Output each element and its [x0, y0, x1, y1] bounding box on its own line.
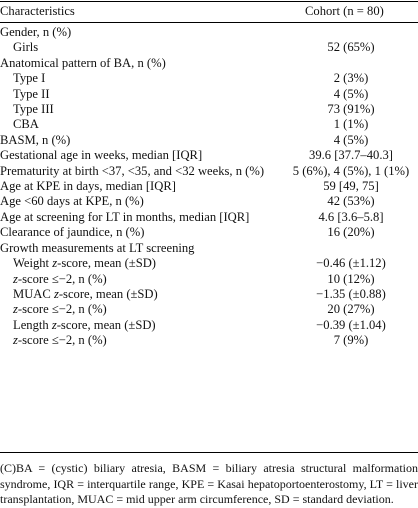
row-value: 10 (12%) — [327, 271, 375, 286]
table-row — [0, 318, 418, 333]
row-label: Girls — [13, 40, 39, 55]
table-row — [0, 210, 418, 225]
table-bottom-rule — [0, 452, 418, 453]
row-label: Length z-score, mean (±SD) — [13, 317, 156, 332]
table-row — [0, 148, 418, 163]
row-value: 4 (5%) — [333, 132, 369, 147]
row-label: Age <60 days at KPE, n (%) — [0, 194, 144, 209]
table-header-rule — [0, 22, 418, 23]
row-value: 1 (1%) — [333, 117, 369, 132]
row-value: 59 [49, 75] — [323, 179, 379, 194]
row-label: Growth measurements at LT screening — [0, 240, 195, 255]
row-label: z-score ≤−2, n (%) — [13, 333, 107, 348]
table-row — [0, 194, 418, 209]
row-label: Type II — [13, 86, 50, 101]
row-label: Age at KPE in days, median [IQR] — [0, 179, 176, 194]
row-value: −0.39 (±1.04) — [316, 317, 386, 332]
row-value: 16 (20%) — [327, 225, 375, 240]
row-label: Gender, n (%) — [0, 25, 72, 39]
row-label: Clearance of jaundice, n (%) — [0, 225, 145, 240]
row-value: 20 (27%) — [327, 302, 375, 317]
row-value — [284, 56, 418, 71]
row-label: Weight z-score, mean (±SD) — [13, 256, 157, 271]
row-value: −0.46 (±1.12) — [316, 256, 386, 271]
table-row — [0, 71, 418, 86]
table-row — [0, 241, 418, 256]
row-value — [284, 25, 418, 40]
table-row — [0, 133, 418, 148]
row-label: z-score ≤−2, n (%) — [13, 271, 107, 286]
table-header — [0, 2, 418, 21]
table-row — [0, 164, 418, 179]
table-row — [0, 302, 418, 317]
table-row — [0, 40, 418, 55]
row-value: 2 (3%) — [333, 71, 369, 86]
table-row — [0, 87, 418, 102]
table-row — [0, 56, 418, 71]
row-label: CBA — [13, 117, 39, 132]
row-value: 4 (5%) — [333, 86, 369, 101]
table-row — [0, 225, 418, 240]
table-row — [0, 25, 418, 40]
row-label: Gestational age in weeks, median [IQR] — [0, 148, 203, 163]
row-label: Anatomical pattern of BA, n (%) — [0, 55, 166, 70]
row-label: z-score ≤−2, n (%) — [13, 302, 107, 317]
row-label: MUAC z-score, mean (±SD) — [13, 286, 158, 301]
header-cohort: Cohort (n = 80) — [305, 4, 384, 18]
table-row — [0, 256, 418, 271]
table-footnote: (C)BA = (cystic) biliary atresia, BASM = biliary atresia structural malformation syndrome, IQR = interquartile range, KPE = Kasai hepatoportoenterostomy, LT = liver transplantation, MUAC = mid upper arm circumference, SD = standard deviation. — [0, 461, 418, 507]
row-label: Type I — [13, 71, 46, 86]
table-row — [0, 272, 418, 287]
row-label: Age at screening for LT in months, median [IQR] — [0, 209, 250, 224]
row-label: Type III — [13, 102, 54, 117]
table-row — [0, 333, 418, 348]
row-value: 39.6 [37.7–40.3] — [309, 148, 393, 163]
row-value: 4.6 [3.6–5.8] — [318, 209, 384, 224]
row-value: 5 (6%), 4 (5%), 1 (1%) — [292, 163, 410, 178]
table-row — [0, 287, 418, 302]
row-value: 7 (9%) — [333, 333, 369, 348]
row-value: 73 (91%) — [327, 102, 375, 117]
row-label: Prematurity at birth <37, <35, and <32 weeks, n (%) — [0, 163, 265, 178]
characteristics-table — [0, 25, 418, 349]
header-characteristics: Characteristics — [0, 4, 75, 18]
table-row — [0, 179, 418, 194]
row-value — [284, 241, 418, 256]
table-row — [0, 117, 418, 132]
row-value: −1.35 (±0.88) — [316, 286, 386, 301]
row-value: 42 (53%) — [327, 194, 375, 209]
table-row — [0, 102, 418, 117]
row-label: BASM, n (%) — [0, 132, 71, 147]
row-value: 52 (65%) — [327, 40, 375, 55]
